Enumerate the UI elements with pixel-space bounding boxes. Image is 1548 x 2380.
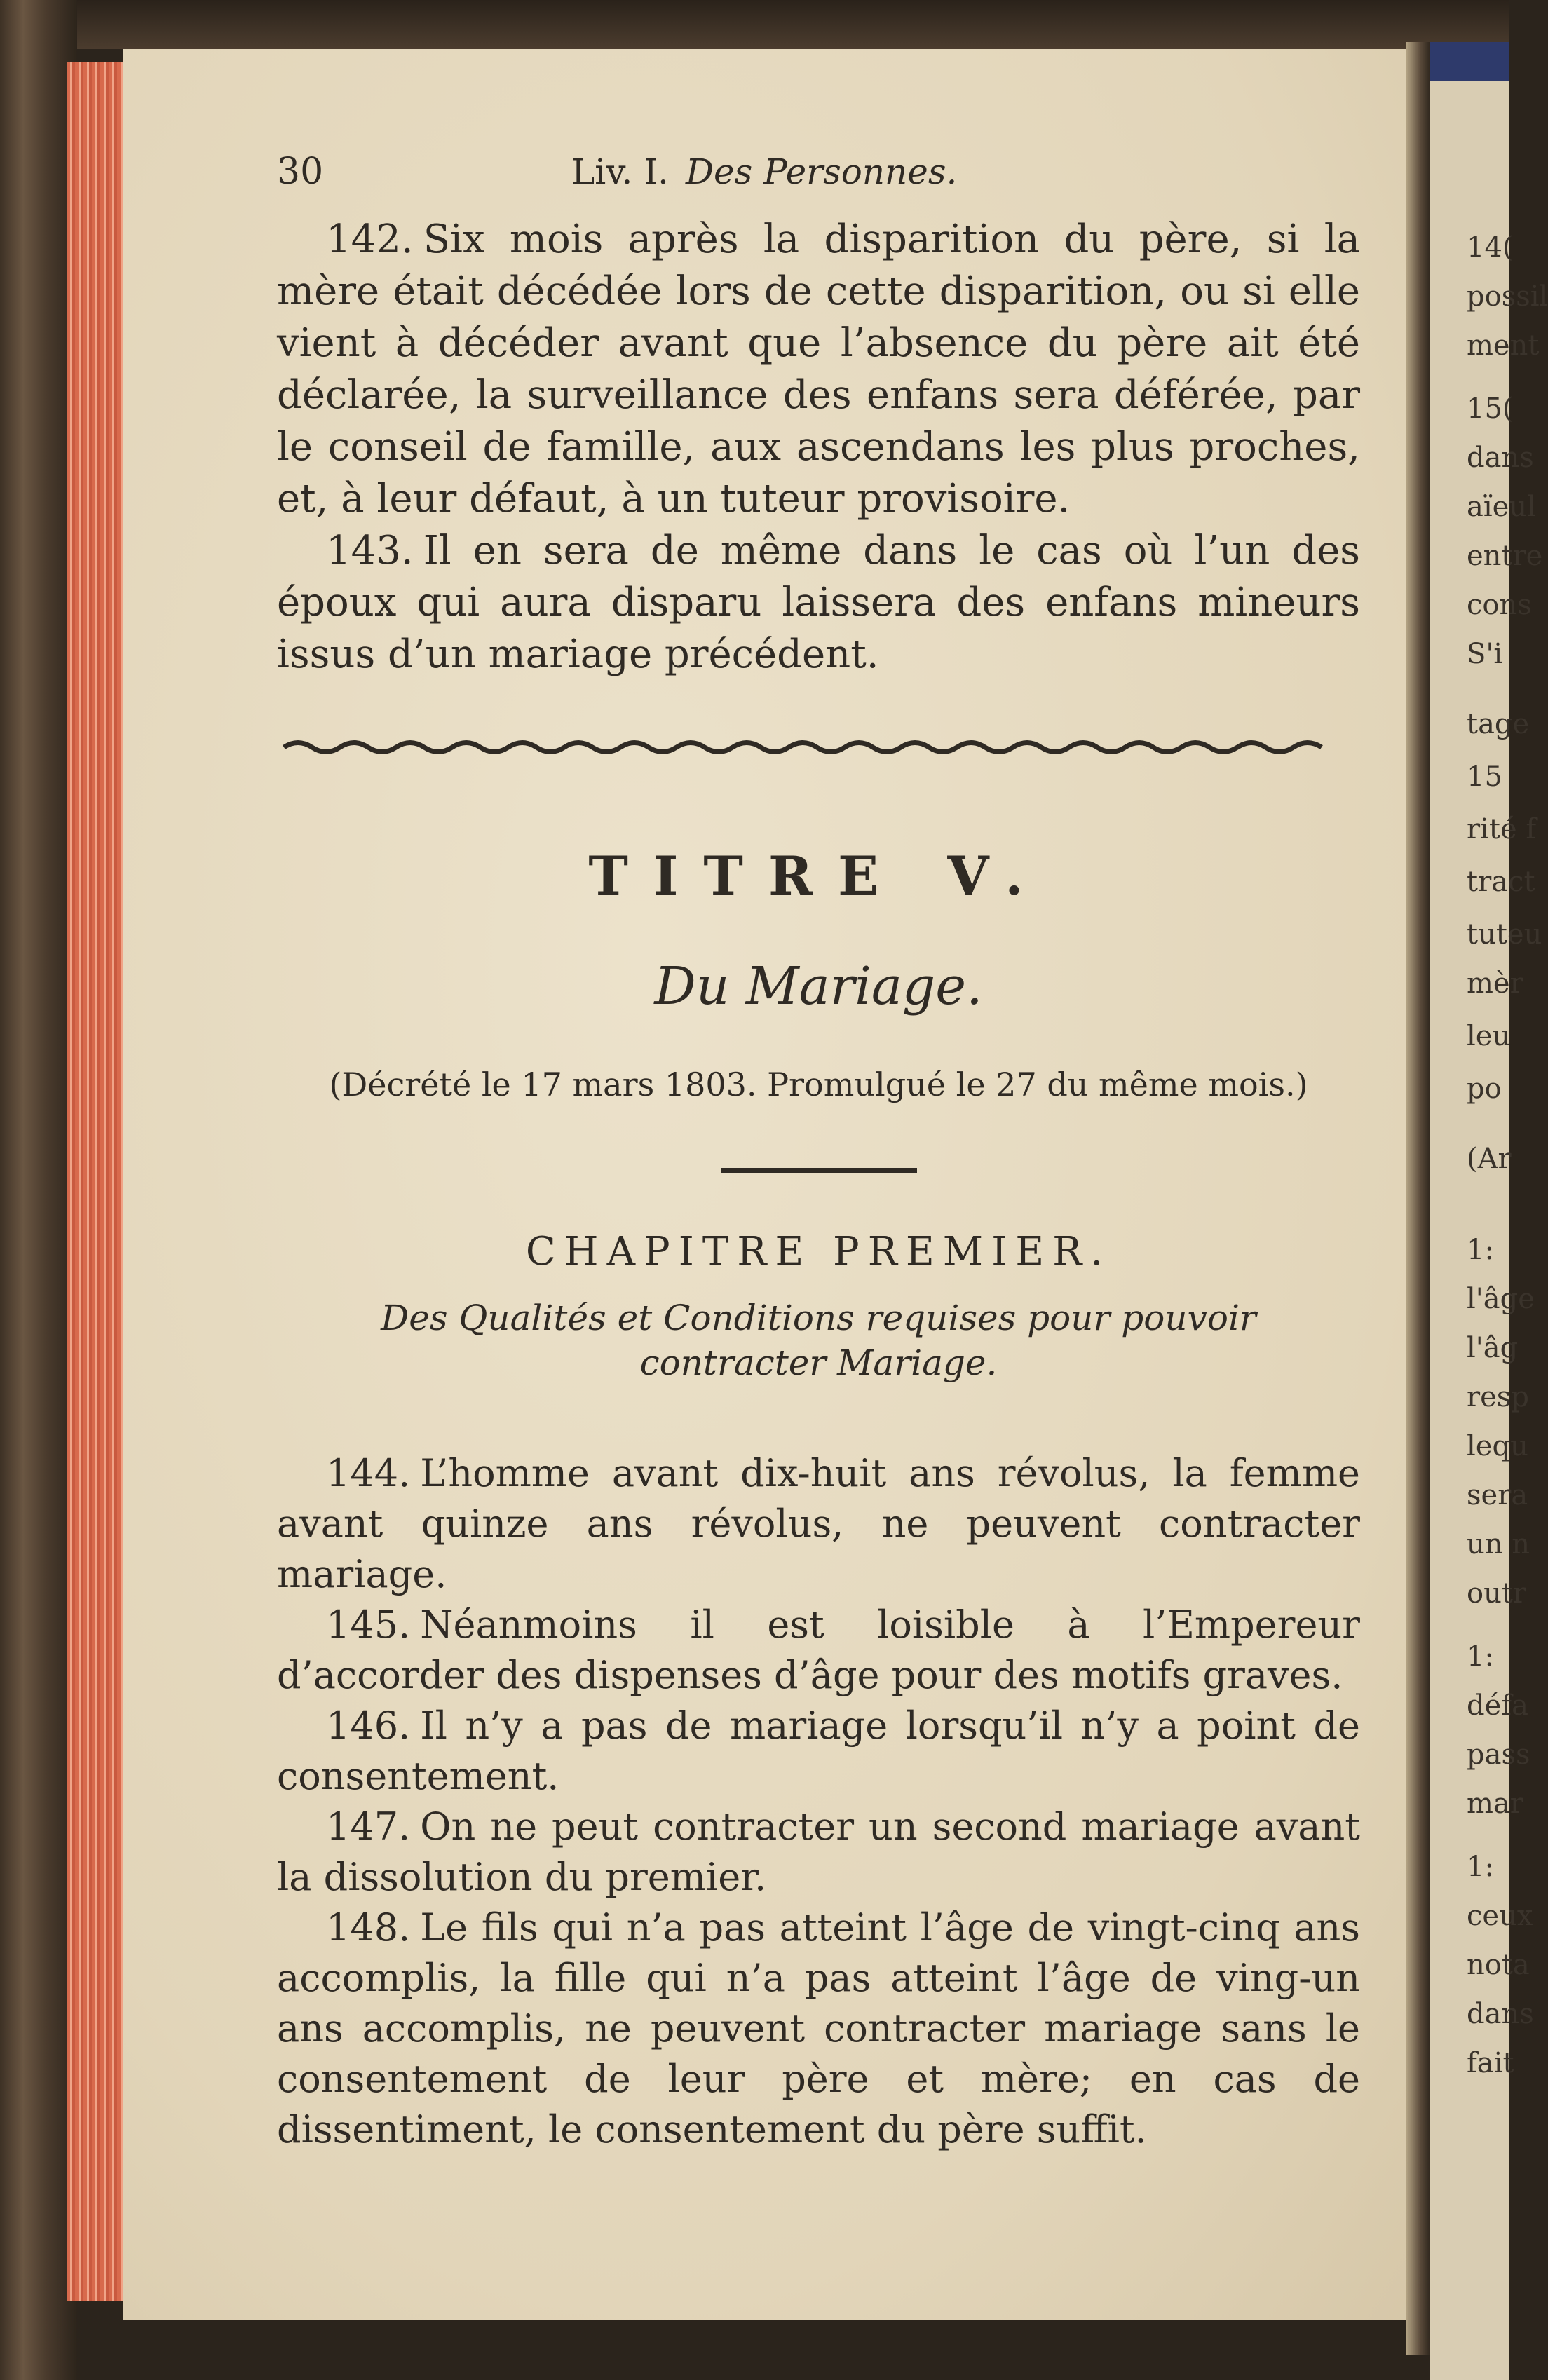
article-148: 148. Le fils qui n’a pas atteint l’âge de vingt-cinq ans accomplis, la fille qui n’a pas atteint l’âge de ving-un ans accomplis, ne peuvent contracter mariage sans le consentement de leur père et mère; en cas de dissentiment, le consentement du père suffit. — [277, 1905, 1360, 2151]
page-number: 30 — [277, 151, 324, 193]
next-page-fragment: rité f — [1467, 813, 1537, 845]
book-cover-left — [0, 0, 77, 2380]
next-page-fragment: S'i — [1467, 638, 1503, 670]
next-page-fragment: fait — [1467, 2047, 1514, 2079]
next-page-fragment: ment — [1467, 329, 1540, 362]
ornamental-divider — [284, 737, 1322, 758]
article-144: 144. L’homme avant dix-huit ans révolus, la femme avant quinze ans révolus, ne peuvent contracter mariage. — [277, 1451, 1360, 1596]
running-head-section: Des Personnes. — [685, 151, 958, 192]
next-page-fragment: cons — [1467, 589, 1532, 621]
page-content — [277, 151, 1360, 2155]
next-page-fragment: défa — [1467, 1689, 1528, 1722]
next-page-fragment: tuteu — [1467, 918, 1542, 951]
next-page-fragment: ceux — [1467, 1900, 1533, 1932]
article-142: 142. Six mois après la disparition du père, si la mère était décédée lors de cette disparition, ou si elle vient à décéder avant que l’absence du père ait été déclarée, la surveillance des enfans sera déférée, par le conseil de famille, aux ascendans les plus proches, et, à leur défaut, à un tuteur provisoire. — [277, 217, 1360, 522]
next-page-fragment: possil — [1467, 280, 1548, 313]
next-page-fragment: 1: — [1467, 1851, 1494, 1883]
chapter-heading: CHAPITRE PREMIER. — [525, 1229, 1112, 1274]
next-page-fragment: pass — [1467, 1739, 1530, 1771]
next-page-fragment: aïeul — [1467, 491, 1536, 523]
next-page-edge — [1430, 42, 1548, 2380]
next-page-fragment: (Ar — [1467, 1143, 1512, 1175]
next-page-fragment: dans — [1467, 1998, 1534, 2030]
next-page-fragment: 15 — [1467, 761, 1502, 793]
page-edges — [67, 62, 130, 2301]
next-page-fragment: l'âge — [1467, 1283, 1535, 1315]
article-147: 147. On ne peut contracter un second mariage avant la dissolution du premier. — [277, 1804, 1360, 1899]
next-page-fragment: lequ — [1467, 1430, 1528, 1462]
book-gutter — [1406, 42, 1430, 2355]
top-articles — [277, 214, 1360, 681]
next-page-fragment: 14( — [1467, 231, 1514, 264]
article-146: 146. Il n’y a pas de mariage lorsqu’il n’y a point de consentement. — [277, 1704, 1360, 1798]
next-page-fragment: tage — [1467, 708, 1530, 740]
next-page-fragment: dans — [1467, 442, 1534, 474]
next-page-fragment: outr — [1467, 1577, 1527, 1610]
decree-note: (Décrété le 17 mars 1803. Promulgué le 27 du même mois.) — [329, 1066, 1308, 1103]
next-page-fragment: nota — [1467, 1949, 1530, 1981]
book-cover-top — [0, 0, 1509, 49]
article-143: 143. Il en sera de même dans le cas où l’un des époux qui aura disparu laissera des enfans mineurs issus d’un mariage précédent. — [277, 528, 1360, 677]
next-page-fragment: po — [1467, 1073, 1502, 1105]
next-page-fragment: sera — [1467, 1479, 1528, 1511]
short-rule — [721, 1168, 917, 1173]
titre-heading: TITRE V. — [588, 845, 1049, 907]
blue-bookmark — [1430, 42, 1509, 81]
next-page-fragment: mar — [1467, 1788, 1523, 1820]
next-page-fragment: 1: — [1467, 1640, 1494, 1673]
next-page-fragment: l'âg — [1467, 1332, 1519, 1364]
next-page-fragment: resp — [1467, 1381, 1529, 1413]
next-page-fragment: 1: — [1467, 1234, 1494, 1266]
next-page-fragment: tract — [1467, 866, 1535, 898]
chapter-articles — [277, 1448, 1360, 2155]
next-page-fragment: entre — [1467, 540, 1543, 572]
next-page-fragment: 15( — [1467, 393, 1514, 425]
next-page-fragment: un n — [1467, 1528, 1530, 1560]
next-page-fragment: leu — [1467, 1020, 1511, 1052]
next-page-fragment: mèr — [1467, 967, 1523, 1000]
titre-subtitle: Du Mariage. — [654, 956, 983, 1016]
running-head — [277, 151, 1360, 200]
chapter-subtitle: Des Qualités et Conditions requises pour pouvoir contracter Mariage. — [381, 1298, 1256, 1383]
running-head-book: Liv. I. — [571, 151, 669, 192]
article-145: 145. Néanmoins il est loisible à l’Empereur d’accorder des dispenses d’âge pour des motifs graves. — [277, 1603, 1360, 1697]
